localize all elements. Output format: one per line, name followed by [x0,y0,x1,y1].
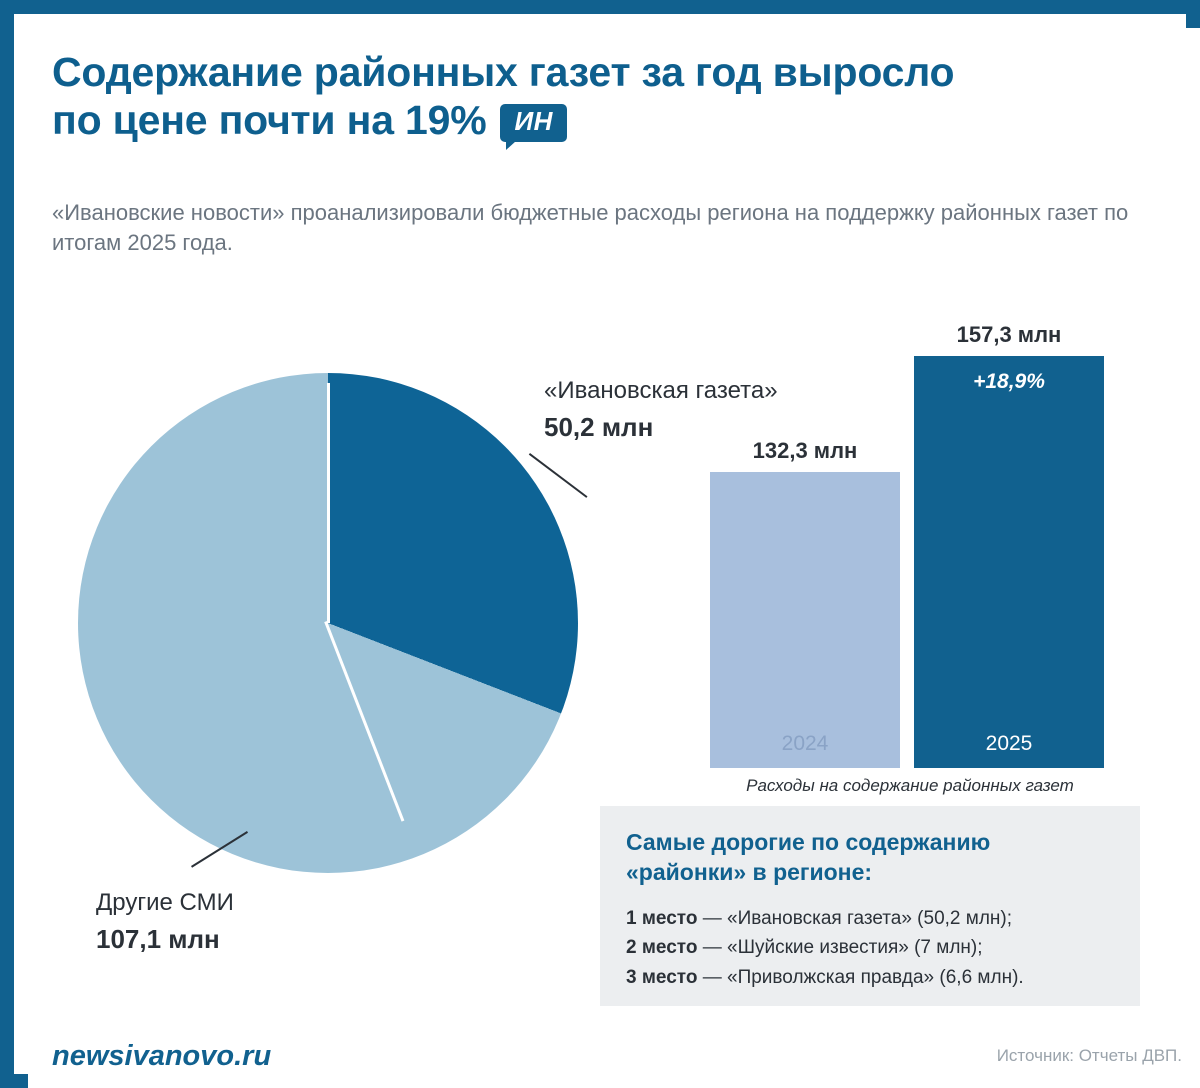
title-line-2-wrap [52,96,1182,144]
title-line-2: по цене почти на 19% [52,97,487,144]
bar-year-2025: 2025 [985,732,1033,755]
ranking-item-2-text: — «Шуйские известия» (7 млн); [697,937,983,959]
pie-label-blue-value: 50,2 млн [544,411,654,442]
ranking-item-3-text: — «Приволжская правда» (6,6 млн). [697,966,1024,988]
ranking-item-1-place: 1 место [626,907,698,929]
ranking-title [626,828,1114,888]
bar-year-2024: 2024 [781,732,829,755]
bar-rect-2024 [710,472,900,768]
bar-chart [700,322,1120,768]
bar-rect-2025 [914,356,1104,768]
brand-badge: ИН [500,104,566,142]
ranking-box [600,806,1140,1006]
pie-slice-divider-top [327,383,330,623]
ranking-item-3-place: 3 место [626,966,698,988]
pie-label-blue-name: «Ивановская газета» [544,377,778,404]
pie-chart [68,363,588,883]
subtitle: «Ивановские новости» проанализировали бюджетные расходы региона на поддержку районных газет по итогам 2025 года. [52,200,1129,255]
bar-value-2024: 132,3 млн [752,438,858,463]
ranking-title-line-2: «районки» в регионе: [626,858,873,885]
ranking-item-1-text: — «Ивановская газета» (50,2 млн); [697,907,1013,929]
pie-label-grey-value: 107,1 млн [96,923,220,954]
ranking-item-2 [626,933,1114,962]
bar-delta-label: +18,9% [973,370,1045,393]
ranking-item-2-place: 2 место [626,937,698,959]
pie-label-other-media [96,886,426,958]
ranking-title-line-1: Самые дорогие по содержанию [626,829,991,855]
infographic-canvas [28,28,1200,1088]
bar-chart-caption: Расходы на содержание районных газет [746,776,1074,795]
page-title [52,48,1182,145]
title-line-1: Содержание районных газет за год выросло [52,49,955,95]
pie-label-grey-name: Другие СМИ [96,889,234,916]
bar-value-2025: 157,3 млн [956,322,1062,347]
ranking-item-3 [626,963,1114,992]
source-note: Источник: Отчеты ДВП. [996,1046,1182,1065]
site-url[interactable]: newsivanovo.ru [52,1040,272,1072]
ranking-item-1 [626,904,1114,933]
